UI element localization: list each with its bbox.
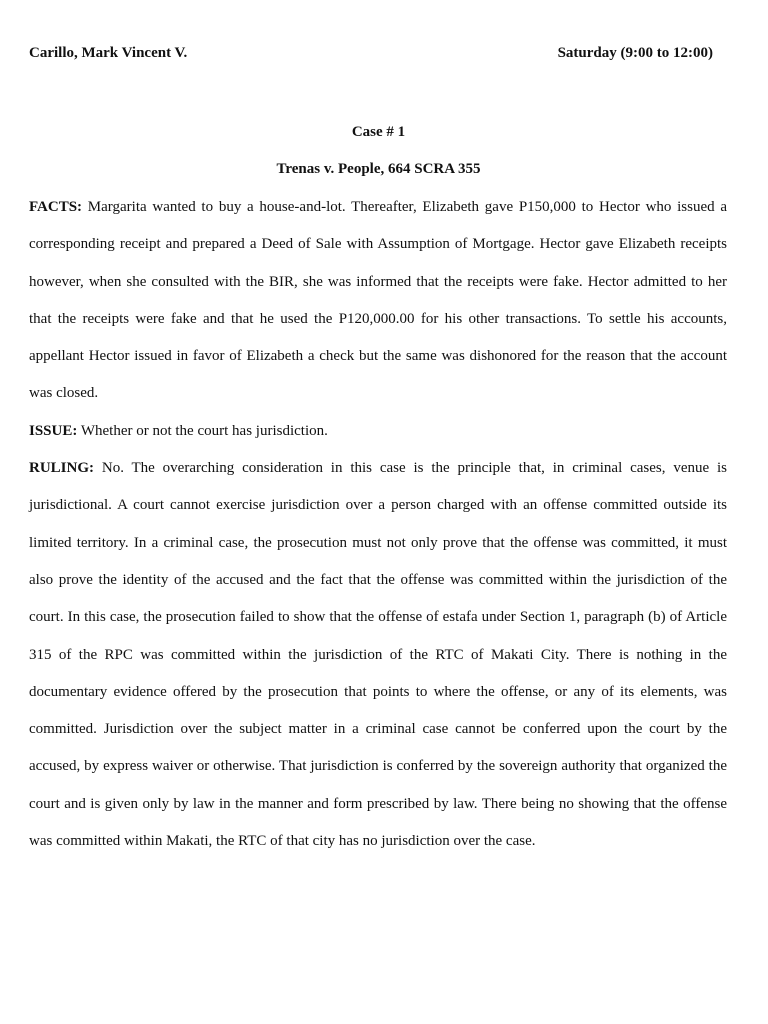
issue-label: ISSUE:: [29, 422, 78, 439]
facts-label: FACTS:: [29, 199, 83, 215]
class-schedule: Saturday (9:00 to 12:00): [557, 45, 713, 61]
page-header: [29, 45, 713, 67]
ruling-paragraph: [29, 450, 727, 860]
case-number: Case # 1: [351, 124, 406, 140]
facts-text: Margarita wanted to buy a house-and-lot. Thereafter, Elizabeth gave P150,000 to Hector who issued a corresponding receipt and prepared a Deed of Sale with Assumption of Mortgage. Hector gave Elizabeth receipts however, when she consulted with the BIR, she was informed that the receipts were fake. Hector admitted to her that the receipts were fake and that he used the P120,000.00 for his other transactions. To settle his accounts, appellant Hector issued in favor of Elizabeth a check but the same was dishonored for the reason that the account was closed.: [29, 199, 728, 402]
case-title: Trenas v. People, 664 SCRA 355: [276, 161, 481, 177]
ruling-label: RULING:: [29, 460, 95, 477]
ruling-text: No. The overarching consideration in this case is the principle that, in criminal cases, venue is jurisdictional. A court cannot exercise jurisdiction over a person charged with an offense committed outside its limited territory. In a criminal case, the prosecution must not only prove that the offense was committed, it must also prove the identity of the accused and the fact that the offense was committed within the jurisdiction of the court. In this case, the prosecution failed to show that the offense of estafa under Section 1, paragraph (b) of Article 315 of the RPC was committed within the jurisdiction of the RTC of Makati City. There is nothing in the documentary evidence offered by the prosecution that points to where the offense, or any of its elements, was committed. Jurisdiction over the subject matter in a criminal case cannot be conferred upon the court by the accused, by express waiver or otherwise. That jurisdiction is conferred by the sovereign authority that organized the court and is given only by law in the manner and form prescribed by law. There being no showing that the offense was committed within Makati, the RTC of that city has no jurisdiction over the case.: [29, 460, 727, 850]
case-digest-body: [29, 189, 727, 860]
facts-paragraph: [29, 189, 727, 413]
author-name: Carillo, Mark Vincent V.: [29, 45, 188, 61]
issue-paragraph: [29, 413, 727, 450]
issue-text: Whether or not the court has jurisdiction.: [80, 422, 328, 439]
